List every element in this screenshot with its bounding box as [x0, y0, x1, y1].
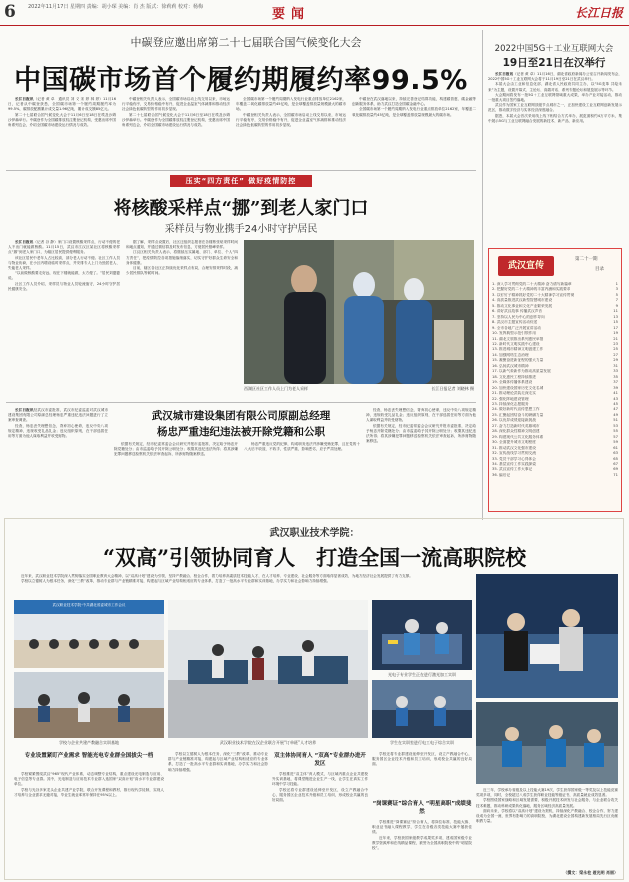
right-story-body: [488, 72, 622, 244]
discipline-para: 依据有关规定，经市纪委常委会会议研究并报市委批准，决定给予杨忠开除党籍处分；由市监委给予其开除公职处分；收缴其违纪违法所得；将其涉嫌犯罪问题移送检察机关依法审查起诉，所涉财物随案移送。: [114, 442, 238, 457]
feature-section3-body: [372, 820, 472, 876]
toc-entry-title: 6. 讲好武汉故事 传播武汉声音: [492, 309, 543, 314]
feature-para: 学校围绕国家战略和区域发展需要，积极开展技术研发与社会服务，与企业联合攻关技术难题，推动科研成果转化落地，服务区域经济高质量发展。: [476, 798, 618, 808]
feature-section3-pre: [372, 752, 472, 798]
toc-entry-page: 31: [613, 363, 618, 368]
covid-photo-caption: 西湖区社区工作人员上门为老人采样: [244, 386, 308, 391]
toc-entry-title: 25. 汇聚起团结奋斗的磅礴力量: [492, 412, 544, 417]
lead-para: 第二十七届联合国气候变化大会于11月6日至18日在埃及沙姆沙伊赫举行。中碳登作为全国碳排放权注册登记机构，受邀出席中国角系列边会，介绍全国碳市场建设运行情况与成效。: [8, 112, 116, 128]
toc-entry-page: 69: [613, 467, 618, 472]
lead-subtitle: 中碳登应邀出席第二十七届联合国气候变化大会: [130, 36, 362, 49]
covid-byline: 长江日报讯: [15, 240, 34, 244]
feature-photo-caption-left: 学校与企业共建产教融合实训基地: [59, 740, 119, 745]
lead-para: 全国碳市场第一个履约周期纳入发电行业重点排放单位2162家，年覆盖二氧化碳排放量约45亿吨，是全球覆盖排放量规模最大的碳市场。: [236, 97, 346, 112]
covid-photo: [244, 240, 474, 384]
toc-entry-page: 47: [613, 407, 618, 412]
toc-entry-page: 51: [613, 418, 618, 423]
toc-entry-title: 7. 坚持以人民为中心的创作导向: [492, 314, 545, 319]
toc-entry-title: 19. 全媒体传播体系建设: [492, 380, 533, 385]
toc-entry-title: 28. 深化群众性精神文明创建: [492, 429, 540, 434]
toc-entry-title: 20. 加快建设国家历史文化名城: [492, 385, 544, 390]
toc-entry-page: 67: [613, 461, 618, 466]
discipline-headline-line2: 杨忠严重违纪违法被开除党籍和公职: [157, 426, 325, 438]
toc-entry-page: 37: [613, 380, 618, 385]
feature-photo-class: [14, 672, 164, 738]
discipline-body-col1: [8, 408, 108, 512]
toc-entry-title: 2. 把握好党的二十大精神的丰富内涵和实践要求: [492, 287, 571, 292]
toc-entry-title: 18. 文化惠民工程持续推进: [492, 374, 536, 379]
feature-intro: [14, 574, 464, 600]
lead-body-col4: [352, 97, 476, 167]
right-story-para: （记者 黄 卓）11月16日，湖北省政府新闻办公室召开新闻发布会，2022中国5G＋工业互联网大会将于11月19日至21日在武汉举行。: [488, 72, 622, 82]
toc-entry-title: 11. 湖北文旅推出系列惠民举措: [492, 336, 544, 341]
feature-para: 学校还将专业群建设延伸至开发区，设立产教融合中心，服务园区企业技术升级和员工培训，形成校企共赢的良好局面。: [372, 752, 472, 767]
toc-entry-page: 17: [613, 325, 618, 330]
toc-entry-page: 27: [613, 352, 618, 357]
culture-toc: [492, 282, 618, 478]
feature-credit: （撰文：梁永柱 聂光明 肖丽）: [563, 870, 618, 875]
toc-entry-title: 10. 发挥典型示范引领作用: [492, 331, 536, 336]
toc-entry-title: 36. 编后记: [492, 472, 511, 477]
toc-entry-page: 43: [613, 396, 618, 401]
toc-entry-page: 13: [613, 314, 618, 319]
toc-entry-page: 33: [613, 369, 618, 374]
toc-entry-title: 14. 加强网络生态治理: [492, 352, 529, 357]
feature-section1-body: [14, 772, 164, 876]
right-story-byline: 长江日报讯: [495, 72, 514, 76]
toc-entry-page: 25: [613, 347, 618, 352]
discipline-para: 杨忠严重违反党的纪律，构成职务违法并涉嫌受贿犯罪，且在党的十八大后不收敛、不收手，性质严重，影响恶劣，应予严肃处理。: [244, 442, 360, 452]
culture-issue: 第二十一期: [575, 257, 598, 262]
discipline-body-col2: [114, 442, 238, 512]
toc-entry-page: 71: [613, 472, 618, 477]
covid-para: 据了解，采样点设置后，社区还组织志愿者在各楼栋张贴采样时间和地点通知，并通过微信群及时发布信息，方便居民错峰采样。: [126, 240, 238, 250]
toc-entry: [492, 473, 618, 478]
toc-entry-page: 53: [613, 423, 618, 428]
toc-entry-title: 3. 以钉钉子精神抓好党的二十大精神学习宣传贯彻: [492, 292, 575, 297]
meeting-illustration: [14, 600, 164, 668]
feature-section2-body: [272, 772, 368, 876]
right-story-para: 据悉，本届大会首次采用线上线下相结合方式举办，展览面积约4万平方米，集中展示5G与工业互联网融合发展的新技术、新产品、新应用。: [488, 113, 622, 123]
toc-entry-page: 35: [613, 374, 618, 379]
toc-entry-page: 7: [615, 298, 618, 303]
toc-entry-title: 29. 构建现代公共文化服务体系: [492, 434, 544, 439]
toc-entry-title: 1. 深入学习贯彻党的二十大精神 奋力谱写新篇章: [492, 282, 572, 286]
feature-para: 面向未来，学校将以“双高计划”建设为契机，持续深化产教融合、校企合作，努力建设成为全国一流、世界有影响力的高职院校，为湖北建设全国构建新发展格局先行区贡献职教力量。: [476, 808, 618, 824]
toc-entry-title: 24. 做好新时代宣传思想工作: [492, 407, 540, 412]
feature-para: 学校推进“双主体”育人模式，与区域内重点企业共建校外实训基地，将课堂搬进企业生产一线，让学生在真实工作环境中学习技能。: [272, 772, 368, 787]
toc-entry-title: 15. 凝聚奋进新征程的强大力量: [492, 358, 544, 363]
covid-headline: 将核酸采样点“挪”到老人家门口: [113, 198, 369, 219]
toc-entry-title: 16. 弘扬武汉城市精神: [492, 363, 529, 368]
toc-entry-page: 57: [613, 434, 618, 439]
right-story-para: 大会期间将发布一批5G＋工业互联网领域重大成果，举办产业对接活动，推动一批重大项目签约落地。: [488, 92, 622, 103]
lead-body-col3: [236, 97, 346, 167]
toc-entry-page: 45: [613, 401, 618, 406]
feature-intro-para: 学校以立德树人为根本任务，深化“三教”改革，推动专业群与产业链精准对接，构建起与区域产业结构相适应的专业体系，打造了一批高水平专业群和实训基地，办学实力和社会影响力持续增强。: [21, 579, 331, 584]
feature-headline: “双高”引领协同育人 打造全国一流高职院校: [102, 545, 527, 570]
lead-body-col2: [122, 97, 230, 167]
toc-entry-title: 35. 武汉宣传工作大事记: [492, 467, 533, 472]
toc-entry-page: 63: [613, 451, 618, 456]
laser-illustration: [372, 600, 472, 670]
toc-entry-page: 15: [613, 320, 618, 325]
toc-entry-title: 22. 强化阵地建设管理: [492, 396, 529, 401]
feature-section3-title: “岗课赛证”综合育人 “明星高职”成绩斐然: [372, 801, 472, 815]
students-illustration: [476, 574, 618, 698]
feature-intro-para: 近年来，武汉职业技术学院深入贯彻落实全国职业教育大会精神，以“双高计划”建设为引领，坚持产教融合、校企合作，着力培养高素质技术技能人才，在人才培养、专业建设、社会服务等方面取得显著成效，为地方经济社会发展提供了有力支撑。: [21, 574, 413, 578]
feature-para: 学校还将专业群建设延伸至开发区，设立产教融合中心，服务园区企业技术升级和员工培训，形成校企共赢的良好局面。: [272, 787, 368, 803]
lead-para: 全国碳市场第一个履约周期纳入发电行业重点排放单位2162家，年覆盖二氧化碳排放量约45亿吨，是全球覆盖排放量规模最大的碳市场。: [352, 107, 476, 117]
toc-entry-page: 21: [613, 336, 618, 341]
feature-photo-banner-text: 武汉职业技术学院·中共湖北省委城市工作会议: [52, 603, 126, 607]
lead-para: 中碳登在武汉落地以来，持续完善登记结算功能，构建碳普惠、碳金融等创新服务体系，助力武汉打造全国碳金融中心。: [352, 97, 476, 107]
toc-entry-page: 29: [613, 358, 618, 363]
covid-para: 该社区居民中老年人占比较高，部分老人行动不便。社区工作人员与物业协商，在小区内增设临时采样点，并安排专人上门为独居老人、失能老人采样。: [8, 255, 120, 271]
toc-entry-page: 19: [613, 331, 618, 336]
feature-para: 近年来，学校获国家级教学成果奖多项，建成国家级专业教学资源库和在线精品课程，被誉为全国高职院校中的“明星院校”。: [372, 835, 472, 851]
workshop-illustration: [476, 702, 618, 784]
toc-entry-page: 41: [613, 391, 618, 396]
toc-entry-title: 9. 全市各地广泛开展宣讲活动: [492, 325, 541, 330]
feature-photo-meeting: [14, 600, 164, 668]
toc-entry-title: 23. 持续深化志愿服务: [492, 401, 529, 406]
toc-entry-page: 39: [613, 385, 618, 390]
feature-para: 学校与光谷多家龙头企业共建产业学院，联合开发课程和教材，推行现代学徒制，实现人才培养与企业需求无缝对接，毕业生就业率常年保持在95%以上。: [14, 787, 164, 797]
feature-para: 学校紧紧围绕武汉“965”现代产业体系，动态调整专业结构，重点建设光电制造与应用、电子信息等专业群。其中，光电制造与应用技术专业群入选国家“双高计划”高水平专业群建设单位。: [14, 772, 164, 787]
toc-entry-title: 31. 推动武汉文化强市建设: [492, 445, 536, 450]
discipline-byline: 长江日报讯: [15, 408, 34, 412]
section-banner: 压实“四方责任” 做好疫情防控: [170, 175, 312, 187]
covid-subtitle: 采样员与物业携手24小时守护居民: [164, 224, 318, 235]
toc-entry-page: 49: [613, 412, 618, 417]
covid-body-col2: [126, 240, 238, 400]
toc-entry-page: 23: [613, 341, 618, 346]
divider: [6, 402, 476, 403]
covid-photo-illustration: [244, 240, 474, 384]
discipline-body-col3: [244, 442, 360, 512]
toc-entry-page: 1: [615, 282, 618, 286]
right-story-para: 武汉作为国家工业互联网顶级节点城市之一，正加快建设工业互联网创新发展示范区，推动数字经济与实体经济深度融合。: [488, 103, 622, 113]
lead-para: 第二十七届联合国气候变化大会于11月6日至18日在埃及沙姆沙伊赫举行。中碳登作为全国碳排放权注册登记机构，受邀出席中国角系列边会，介绍全国碳市场建设运行情况与成效。: [122, 112, 230, 128]
discipline-para: 经查，杨忠丧失理想信念，背弃初心使命，违反中央八项规定精神，违规收受礼品礼金；违反组织原则，在干部选拔任用等方面为他人谋取利益并收受财物。: [366, 408, 476, 423]
feature-photo-workshop: [476, 702, 618, 784]
toc-entry-title: 13. 推进城市精神文明创建工作: [492, 347, 544, 352]
feature-section2-lead: [168, 752, 268, 876]
discipline-para: 经武汉市委批准，武汉市纪委监委对武汉城市建设集团有限公司原副总经理杨忠严重违纪违法问题进行了立案审查调查。: [8, 408, 108, 423]
toc-entry-title: 33. 党员干部学习心得体会: [492, 456, 536, 461]
discipline-body-col4: [366, 408, 476, 512]
feature-photo-laser: [372, 600, 472, 670]
toc-entry-page: 5: [615, 292, 618, 297]
toc-entry-title: 34. 基层宣传工作实践探索: [492, 461, 536, 466]
covid-para: 社区工作人员介绍，采样员与物业人员轮流值守，24小时守护居民健康安全。: [8, 281, 120, 291]
page-number: 6: [4, 2, 16, 22]
feature-photo-caption-right1: 光电子专业学生正在进行激光加工实训: [388, 672, 456, 677]
toc-entry-title: 12. 新时代文明实践中心建设: [492, 341, 540, 346]
feature-kicker: 武汉职业技术学院：: [269, 528, 360, 539]
electrical-illustration: [372, 680, 472, 738]
lead-para: 中碳登相关负责人表示，全国碳市场启动上线交易以来，市场运行平稳有序，交易价格稳中有升，促进企业温室气体减排和推动经济社会绿色低碳转型的作用初步显现。: [236, 112, 346, 128]
newspaper-name: 长江日报: [574, 6, 623, 20]
toc-entry-title: 27. 奋力打造新时代英雄城市: [492, 423, 540, 428]
covid-body-col1: [8, 240, 120, 400]
toc-entry-title: 32. 宣传战线学习贯彻交流: [492, 451, 536, 456]
feature-photo-caption-mid: 武汉职业技术学院在汉企业联合开展“订单班”人才培养: [219, 740, 317, 745]
feature-photo-students: [476, 574, 618, 698]
right-story-title-line1: 2022中国5G＋工业互联网大会: [494, 44, 614, 54]
toc-entry-page: 65: [613, 456, 618, 461]
toc-entry-title: 8. 武汉市主题宣传活动综述: [492, 320, 538, 325]
feature-right-body: [476, 788, 618, 870]
toc-entry-page: 3: [615, 287, 618, 292]
toc-entry-page: 9: [615, 303, 618, 308]
right-story-title-line2: 19日至21日在汉举行: [502, 57, 606, 69]
toc-entry-title: 5. 推动文化事业和文化产业繁荣发展: [492, 303, 553, 308]
lead-para: （记者 黄 卓 通讯员 刘 义 宋 婷 林 婷）11月16日，记者从中碳登获悉，全国碳市场第一个履约周期履约率为99.5%，碳排放配额累计成交量1.96亿吨，累计成交额85亿元。: [8, 97, 116, 112]
lead-headline: 中国碳市场首个履约期履约率99.5%: [14, 65, 468, 96]
toc-entry-title: 21. 推动理论武装走深走实: [492, 391, 536, 396]
toc-entry-page: 11: [613, 309, 618, 314]
divider: [6, 170, 476, 171]
classroom-illustration: [14, 672, 164, 738]
covid-photo-credit: 长江日报记者 刘晓林 摄: [431, 386, 474, 391]
lead-body-col1: [8, 97, 116, 167]
covid-para: 目前，辖区各社区正持续优化采样点布局，合理安排采样时段，减少居民排队等候时间。: [126, 266, 238, 276]
page-header: [0, 0, 629, 26]
section-title: 要闻: [272, 7, 311, 22]
discipline-headline-line1: 武汉城市建设集团有限公司原副总经理: [151, 410, 331, 422]
lead-byline: 长江日报讯: [15, 97, 34, 101]
feature-section1-title: 专业设置紧盯产业需求 智能光电专业群全国拔尖一档: [24, 753, 154, 759]
feature-photo-electrical: [372, 680, 472, 738]
covid-para: “以前做核酸要走好远，现在下楼就能做，太方便了。”居民刘婆婆说。: [8, 271, 120, 281]
feature-photo-caption-right2: 学生在实训室进行电工电子综合实训: [390, 740, 454, 745]
lead-para: 中碳登相关负责人表示，全国碳市场启动上线交易以来，市场运行平稳有序，交易价格稳中有升，促进企业温室气体减排和推动经济社会绿色低碳转型的作用初步显现。: [122, 97, 230, 112]
culture-logo: 武汉宣传: [498, 256, 554, 276]
toc-entry-title: 26. 以优异成绩迎接新挑战: [492, 418, 536, 423]
covid-para: 江汉区相关负责人表示，将继续压实属地、部门、单位、个人“四方责任”，把疫情防控各项措施落细落实，切实守护好群众生命安全和身体健康。: [126, 250, 238, 265]
toc-entry-page: 59: [613, 440, 618, 445]
feature-photo-lab: [168, 600, 368, 738]
toc-entry-title: 30. 全面提升城市文明程度: [492, 440, 536, 445]
toc-entry-page: 61: [613, 445, 618, 450]
culture-toc-label: 目录: [595, 267, 604, 272]
toc-entry-title: 17. 以新气象新作为推动高质量发展: [492, 369, 551, 374]
lab-illustration: [168, 600, 368, 738]
header-meta: 2022年11月17日 星期四 责编：胡小琛 美编：肖 杰 版式：徐莉莉 校对：杨梅: [28, 4, 203, 10]
discipline-para: 经查，杨忠丧失理想信念，背弃初心使命，违反中央八项规定精神，违规收受礼品礼金；违反组织原则，在干部选拔任用等方面为他人谋取利益并收受财物。: [8, 423, 108, 439]
feature-section2-title: 双主体协同育人 “双高”专业群办进开发区: [274, 753, 366, 767]
column-divider: [482, 30, 483, 520]
toc-entry-page: 55: [613, 429, 618, 434]
feature-para: 近三年，学校承办省级及以上技能大赛19次，学生获得国家级一等奖及以上技能竞赛奖项多项，同时，全校超过八成学生获得职业技能等级证书，高质量就业成效显著。: [476, 788, 618, 798]
covid-para: （记者 谷 静）家门口设置核酸采样点，行动不便的老人不出门就能做核酸。11月15日，武汉市江汉区某社区将核酸采样点“挪”到老人家门口，为辖区居民提供便利服务。: [8, 240, 120, 255]
discipline-para: 依据有关规定，经市纪委常委会会议研究并报市委批准，决定给予杨忠开除党籍处分；由市监委给予其开除公职处分；收缴其违纪违法所得；将其涉嫌犯罪问题移送检察机关依法审查起诉，所涉财物随案移送。: [366, 423, 476, 444]
right-story-para: 本届大会由工业和信息化部、湖北省人民政府共同主办，以“5G变革 共绘未来”为主题，设置开幕式、主论坛、高端对话、系列专题论坛和展览展示等环节。: [488, 82, 622, 92]
feature-para: 学校以立德树人为根本任务，深化“三教”改革，推动专业群与产业链精准对接，构建起与区域产业结构相适应的专业体系，打造了一批高水平专业群和实训基地，办学实力和社会影响力持续增强。: [168, 752, 268, 772]
feature-para: 学校推进“岗课赛证”综合育人，将岗位标准、技能大赛、职业证书融入课程教学，学生在各级各类技能大赛中屡获佳绩。: [372, 820, 472, 835]
toc-entry-title: 4. 高质量推进武汉新型智慧城市建设: [492, 298, 553, 303]
